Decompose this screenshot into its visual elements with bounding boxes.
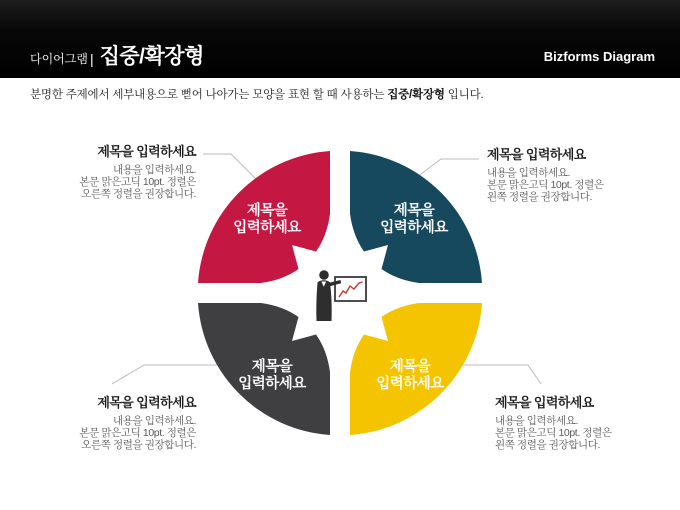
presenter-with-chart-icon — [316, 270, 366, 321]
callout-body — [487, 168, 657, 203]
segment-label-line: 입력하세요 — [238, 376, 306, 392]
description-suffix: 입니다. — [444, 89, 484, 101]
callout-body — [26, 165, 196, 200]
segment-label-line: 제목을 — [246, 203, 288, 219]
leader-line-bottom-right — [458, 365, 541, 384]
callout-top-right — [487, 148, 657, 203]
segment-label-line: 제목을 — [389, 359, 431, 375]
callout-body-line: 왼쪽 정렬을 권장합니다. — [495, 438, 600, 451]
callout-body-line: 내용을 입력하세요. — [113, 164, 196, 176]
callout-bottom-right — [495, 396, 665, 451]
segment-label-line: 입력하세요 — [376, 376, 444, 392]
callout-body-line: 내용을 입력하세요. — [113, 415, 196, 427]
callout-body-line: 본문 맑은고딕 10pt. 정렬은 — [79, 175, 196, 188]
segment-label-line: 입력하세요 — [233, 220, 301, 236]
header-divider: | — [89, 51, 94, 67]
callout-title: 제목을 입력하세요 — [495, 395, 594, 410]
callout-body-line: 오른쪽 정렬을 권장합니다. — [81, 438, 196, 451]
callout-title: 제목을 입력하세요 — [487, 147, 586, 162]
callout-body-line: 오른쪽 정렬을 권장합니다. — [81, 187, 196, 200]
brand-label: Bizforms Diagram — [543, 49, 655, 64]
segment-label-line: 제목을 — [251, 359, 293, 375]
callout-bottom-left — [26, 396, 196, 451]
segment-label-bottom-left — [238, 359, 306, 393]
description-prefix: 분명한 주제에서 세부내용으로 뻗어 나아가는 모양을 표현 할 때 사용하는 — [30, 89, 388, 101]
segment-label-top-right — [380, 203, 448, 237]
callout-body-line: 본문 맑은고딕 10pt. 정렬은 — [79, 426, 196, 439]
leader-line-top-left — [203, 154, 259, 182]
description-highlight: 집중/확장형 — [387, 89, 445, 101]
segment-label-bottom-right — [376, 359, 444, 393]
callout-body-line: 내용을 입력하세요. — [495, 415, 578, 427]
segment-label-top-left — [233, 203, 301, 237]
person-head-icon — [319, 270, 329, 280]
callout-body — [26, 416, 196, 451]
callout-title: 제목을 입력하세요 — [97, 144, 196, 159]
page-title: 집중/확장형 — [99, 45, 204, 68]
callout-body-line: 본문 맑은고딕 10pt. 정렬은 — [487, 178, 604, 191]
segment-label-line: 제목을 — [393, 203, 435, 219]
callout-title: 제목을 입력하세요 — [97, 395, 196, 410]
callout-top-left — [26, 145, 196, 200]
callout-body — [495, 416, 665, 451]
callout-body-line: 본문 맑은고딕 10pt. 정렬은 — [495, 426, 612, 439]
leader-line-top-right — [413, 159, 479, 180]
header-category-label: 다이어그램 — [30, 52, 88, 66]
callout-body-line: 왼쪽 정렬을 권장합니다. — [487, 190, 592, 203]
segment-label-line: 입력하세요 — [380, 220, 448, 236]
callout-body-line: 내용을 입력하세요. — [487, 167, 570, 179]
leader-line-bottom-left — [112, 365, 222, 384]
